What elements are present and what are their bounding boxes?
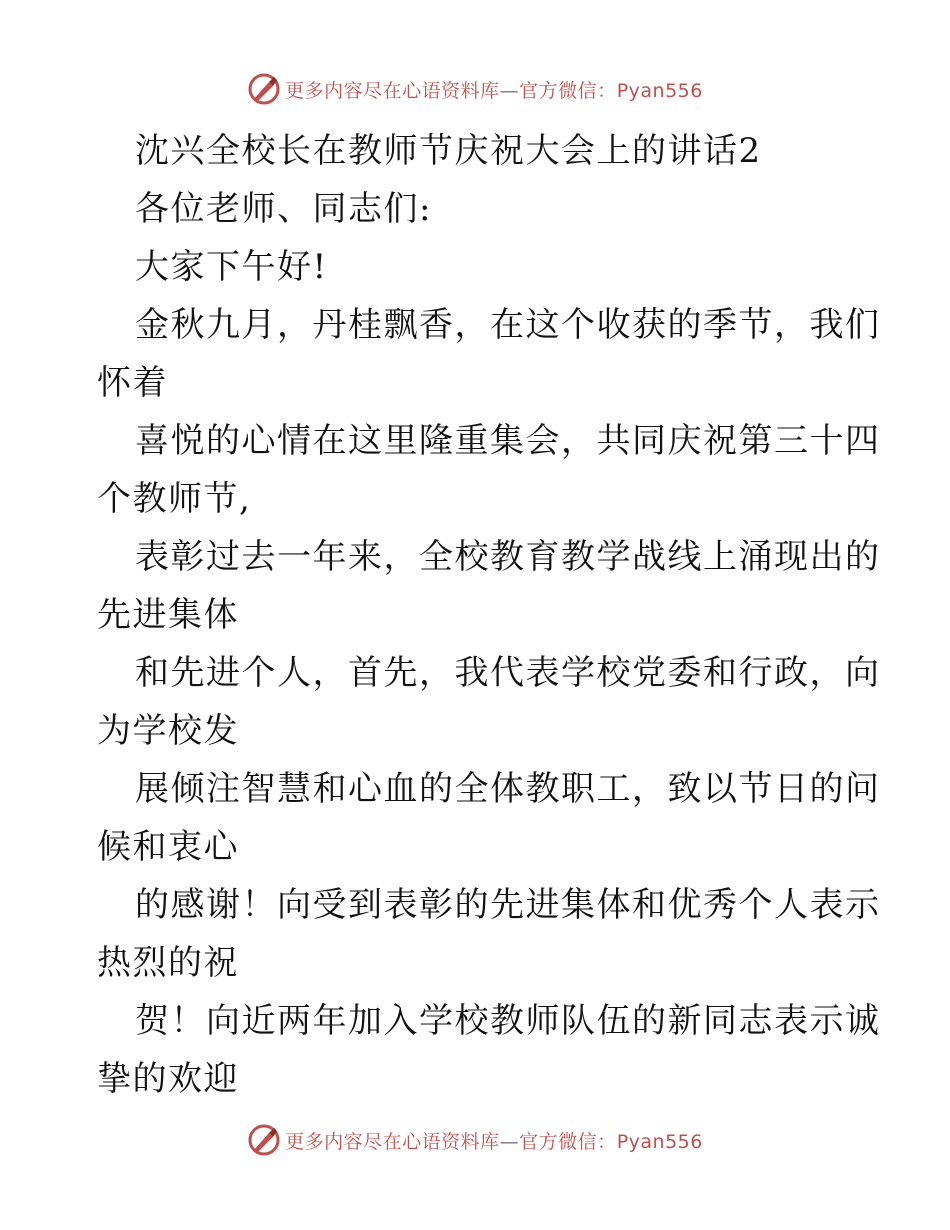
- text-line: 热烈的祝: [97, 943, 239, 983]
- text-line: 沈兴全校长在教师节庆祝大会上的讲话2: [135, 131, 762, 171]
- document-body: [97, 122, 881, 1108]
- text-line: 喜悦的心情在这里隆重集会，共同庆祝第三十四: [135, 421, 881, 461]
- header-banner: [0, 71, 950, 107]
- footer-text: 更多内容尽在心语资料库—官方微信：Pyan556: [285, 1130, 703, 1153]
- text-line: 表彰过去一年来，全校教育教学战线上涌现出的: [135, 537, 881, 577]
- text-line: 金秋九月，丹桂飘香，在这个收获的季节，我们: [135, 305, 881, 345]
- text-line: 个教师节,: [97, 479, 252, 519]
- text-line: 候和衷心: [97, 827, 239, 867]
- text-line: 的感谢！向受到表彰的先进集体和优秀个人表示: [135, 885, 881, 925]
- text-line: 先进集体: [97, 595, 239, 635]
- text-line: 各位老师、同志们:: [135, 189, 432, 229]
- footer-banner: [0, 1122, 950, 1158]
- text-line: 怀着: [97, 363, 168, 403]
- text-line: 贺！向近两年加入学校教师队伍的新同志表示诚: [135, 1001, 881, 1041]
- text-line: 为学校发: [97, 711, 239, 751]
- pen-logo-icon: [247, 72, 281, 106]
- pen-logo-icon: [247, 1123, 281, 1157]
- text-line: 挚的欢迎: [97, 1059, 239, 1099]
- text-line: 大家下午好!: [135, 247, 328, 287]
- text-line: 和先进个人，首先，我代表学校党委和行政，向: [135, 653, 881, 693]
- header-text: 更多内容尽在心语资料库—官方微信：Pyan556: [285, 79, 703, 102]
- text-line: 展倾注智慧和心血的全体教职工，致以节日的问: [135, 769, 881, 809]
